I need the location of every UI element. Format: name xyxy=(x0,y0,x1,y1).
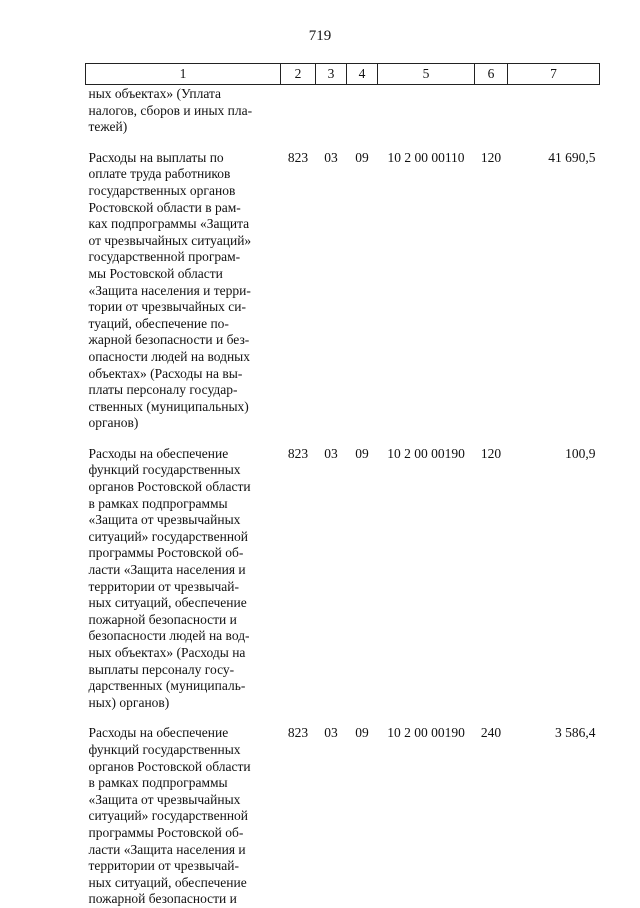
section-code: 03 xyxy=(324,445,338,461)
desc-line: государственной програм- xyxy=(88,249,241,265)
subsection-code: 09 xyxy=(355,725,369,741)
target-article-code: 10 2 00 00190 xyxy=(387,725,465,741)
desc-line: ласти «Защита населения и xyxy=(88,841,246,857)
header-col-7: 7 xyxy=(508,64,600,85)
desc-line: территории от чрезвычай- xyxy=(88,858,239,874)
continuation-row xyxy=(86,85,600,136)
desc-line: программы Ростовской об- xyxy=(88,824,244,840)
desc-line: пожарной безопасности и xyxy=(88,891,237,907)
continuation-line: тежей) xyxy=(88,119,128,135)
expense-type-code: 120 xyxy=(480,149,502,165)
ministry-code: 823 xyxy=(287,725,309,741)
desc-line: органов Ростовской области xyxy=(88,479,251,495)
desc-line: «Защита населения и терри- xyxy=(88,282,251,298)
desc-line: ственных (муниципальных) xyxy=(88,398,249,414)
desc-line: ных ситуаций, обеспечение xyxy=(88,874,247,890)
desc-line: ласти «Защита населения и xyxy=(88,562,246,578)
desc-line: объектах» (Расходы на вы- xyxy=(88,365,243,381)
page-number: 719 xyxy=(308,28,332,44)
budget-table-container xyxy=(85,63,600,908)
desc-line: платы персоналу государ- xyxy=(88,382,238,398)
desc-line: государственных органов xyxy=(88,182,236,198)
desc-line: пожарной безопасности и xyxy=(88,611,237,627)
target-article-code: 10 2 00 00110 xyxy=(387,149,465,165)
desc-line: функций государственных xyxy=(88,741,241,757)
expense-type-code: 240 xyxy=(480,725,502,741)
desc-line: дарственных (муниципаль- xyxy=(88,678,246,694)
section-code: 03 xyxy=(324,149,338,165)
desc-line: Ростовской области в рам- xyxy=(88,199,241,215)
target-article-code: 10 2 00 00190 xyxy=(387,445,465,461)
desc-line: безопасности людей на вод- xyxy=(88,628,250,644)
table-row xyxy=(86,150,600,432)
continuation-description xyxy=(86,85,281,136)
ministry-code: 823 xyxy=(287,149,309,165)
header-col-3: 3 xyxy=(316,64,347,85)
header-col-1: 1 xyxy=(86,64,281,85)
desc-line: туаций, обеспечение по- xyxy=(88,315,229,331)
subsection-code: 09 xyxy=(355,149,369,165)
continuation-line: ных объектах» (Уплата xyxy=(88,86,222,101)
table-row xyxy=(86,725,600,908)
header-col-5: 5 xyxy=(378,64,475,85)
budget-table xyxy=(85,63,600,908)
desc-line: в рамках подпрограммы xyxy=(88,775,228,791)
amount: 41 690,5 xyxy=(548,149,596,165)
desc-line: ных ситуаций, обеспечение xyxy=(88,595,247,611)
expense-type-code: 120 xyxy=(480,445,502,461)
header-col-2: 2 xyxy=(281,64,316,85)
desc-line: от чрезвычайных ситуаций» xyxy=(88,232,252,248)
continuation-line: налогов, сборов и иных пла- xyxy=(88,102,253,118)
desc-line: ных) органов) xyxy=(88,694,170,710)
amount: 3 586,4 xyxy=(555,725,596,741)
desc-line: «Защита от чрезвычайных xyxy=(88,512,241,528)
desc-line: функций государственных xyxy=(88,462,241,478)
desc-line: оплате труда работников xyxy=(88,166,231,182)
desc-line: ных объектах» (Расходы на xyxy=(88,645,246,660)
desc-line: программы Ростовской об- xyxy=(88,545,244,561)
section-code: 03 xyxy=(324,725,338,741)
desc-line: территории от чрезвычай- xyxy=(88,578,239,594)
header-col-4: 4 xyxy=(347,64,378,85)
desc-line: выплаты персоналу госу- xyxy=(88,661,235,677)
desc-line: жарной безопасности и без- xyxy=(88,332,250,348)
desc-line: Расходы на выплаты по xyxy=(88,149,224,165)
amount: 100,9 xyxy=(565,445,596,461)
header-col-6: 6 xyxy=(475,64,508,85)
desc-line: ках подпрограммы «Защита xyxy=(88,216,250,232)
desc-line: тории от чрезвычайных си- xyxy=(88,299,247,315)
desc-line: «Защита от чрезвычайных xyxy=(88,791,241,807)
desc-line: ситуаций» государственной xyxy=(88,808,249,824)
row-description xyxy=(86,725,281,908)
desc-line: Расходы на обеспечение xyxy=(88,445,229,461)
desc-line: ситуаций» государственной xyxy=(88,528,249,544)
desc-line: органов) xyxy=(88,415,139,431)
subsection-code: 09 xyxy=(355,445,369,461)
desc-line: в рамках подпрограммы xyxy=(88,495,228,511)
desc-line: опасности людей на водных xyxy=(88,348,251,364)
table-row xyxy=(86,446,600,712)
desc-line: органов Ростовской области xyxy=(88,758,251,774)
header-row xyxy=(86,64,600,85)
desc-line: мы Ростовской области xyxy=(88,265,223,281)
row-description xyxy=(86,150,281,432)
row-description xyxy=(86,446,281,712)
ministry-code: 823 xyxy=(287,445,309,461)
desc-line: Расходы на обеспечение xyxy=(88,725,229,741)
